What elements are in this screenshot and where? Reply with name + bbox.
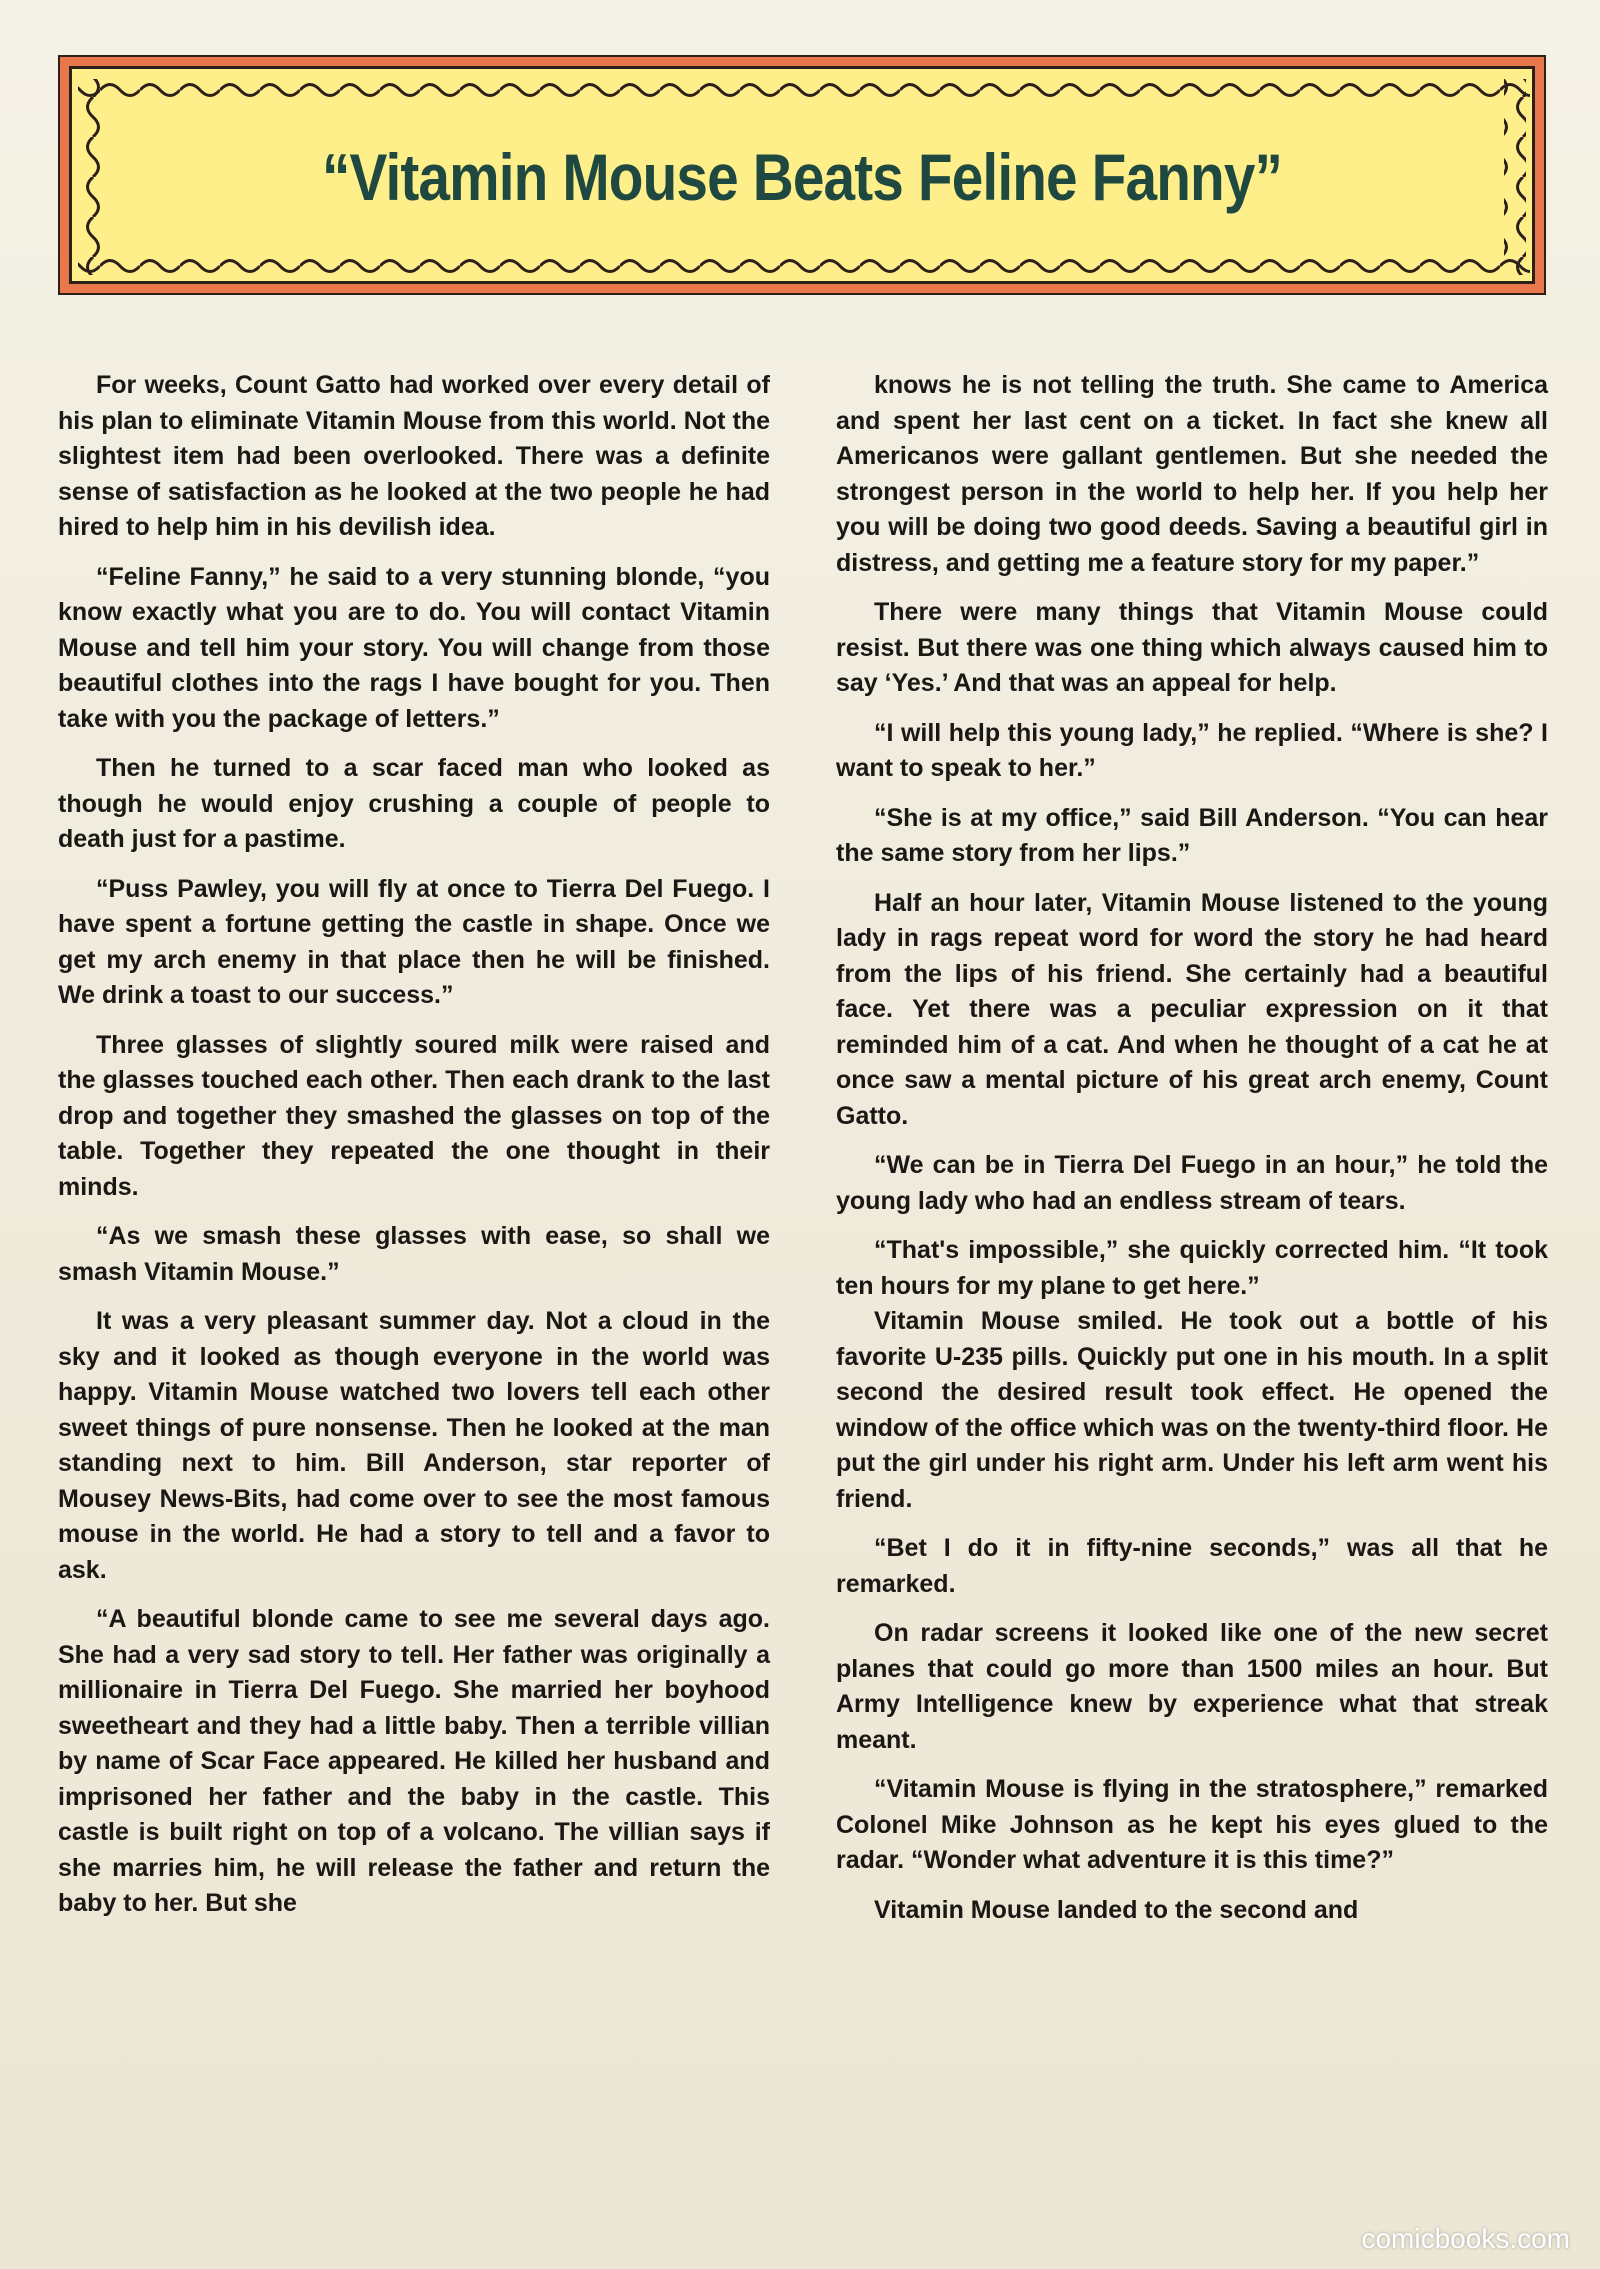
paragraph: It was a very pleasant summer day. Not a cloud in the sky and it looked as though everyone in the world was happy. Vitamin Mouse watched two lovers tell each other sweet things of pure nonsense. Then he looked at the man standing next to him. Bill Anderson, star reporter of Mousey News-Bits, had come over to see the most famous mouse in the world. He had a story to tell and a favor to ask. [58,1307,770,1584]
paragraph: Then he turned to a scar faced man who looked as though he would enjoy crushing a couple of people to death just for a pastime. [58,754,770,853]
paragraph: Three glasses of slightly soured milk were raised and the glasses touched each other. Then each drank to the last drop and together they smashed the glasses on top of the table. Together they repeated the one thought in their minds. [58,1030,770,1201]
paragraph: “Vitamin Mouse is flying in the stratosphere,” remarked Colonel Mike Johnson as he kept his eyes glued to the radar. “Wonder what adventure it is this time?” [836,1775,1548,1874]
paragraph: Half an hour later, Vitamin Mouse listened to the young lady in rags repeat word for word the story he had heard from the lips of his friend. She certainly had a beautiful face. Yet there was a peculiar expression on it that reminded him of a cat. And when he thought of a cat he at once saw a mental picture of his great arch enemy, Count Gatto. [836,888,1548,1130]
paragraph: “Feline Fanny,” he said to a very stunning blonde, “you know exactly what you are to do. You will contact Vitamin Mouse and tell him your story. You will change from those beautiful clothes into the rags I have bought for you. Then take with you the package of letters.” [58,562,770,733]
paragraph: knows he is not telling the truth. She came to America and spent her last cent on a ticket. In fact she knew all Americanos were gallant gentlemen. But she needed the strongest person in the world to help her. If you help her you will be doing two good deeds. Saving a beautiful girl in distress, and getting me a feature story for my paper.” [836,371,1548,577]
paragraph: Vitamin Mouse landed to the second and [874,1895,1359,1924]
paragraph: “As we smash these glasses with ease, so shall we smash Vitamin Mouse.” [58,1222,770,1286]
paragraph: “We can be in Tierra Del Fuego in an hour,” he told the young lady who had an endless stream of tears. [836,1151,1548,1215]
title-banner [58,55,1546,295]
paragraph: “Puss Pawley, you will fly at once to Tierra Del Fuego. I have spent a fortune getting the castle in shape. Once we get my arch enemy in that place then he will be finished. We drink a toast to our success.” [58,874,770,1009]
paragraph: Vitamin Mouse smiled. He took out a bottle of his favorite U-235 pills. Quickly put one in his mouth. In a split second the desired result took effect. He opened the window of the office which was on the twenty-third floor. He put the girl under his right arm. Under his left arm went his friend. [836,1307,1548,1513]
right-column [836,368,1548,1942]
watermark: comicbooks.com [1361,2223,1570,2254]
paragraph: “Bet I do it in fifty-nine seconds,” was all that he remarked. [836,1534,1548,1598]
paragraph: “A beautiful blonde came to see me several days ago. She had a very sad story to tell. Her father was originally a millionaire in Tierra Del Fuego. She married her boyhood sweetheart and they had a little baby. Then a terrible villian by name of Scar Face appeared. He killed her husband and imprisoned her father and the baby in the castle. This castle is built right on top of a volcano. The villian says if she marries him, he will release the father and return the baby to her. But she [58,1605,770,1917]
paragraph: For weeks, Count Gatto had worked over every detail of his plan to eliminate Vitamin Mouse from this world. Not the slightest item had been overlooked. There was a definite sense of satisfaction as he looked at the two people he had hired to help him in his devilish idea. [58,371,770,541]
paragraph: There were many things that Vitamin Mouse could resist. But there was one thing which always caused him to say ‘Yes.’ And that was an appeal for help. [836,598,1548,697]
paragraph: “I will help this young lady,” he replied. “Where is she? I want to speak to her.” [836,718,1548,782]
story-title: “Vitamin Mouse Beats Feline Fanny” [321,140,1283,214]
paragraph: On radar screens it looked like one of the new secret planes that could go more than 1500 miles an hour. But Army Intelligence knew by experience what that streak meant. [836,1619,1548,1754]
paragraph: “That's impossible,” she quickly corrected him. “It took ten hours for my plane to get here.” [836,1236,1548,1300]
paragraph: “She is at my office,” said Bill Anderson. “You can hear the same story from her lips.” [836,803,1548,867]
left-column [58,368,770,1936]
